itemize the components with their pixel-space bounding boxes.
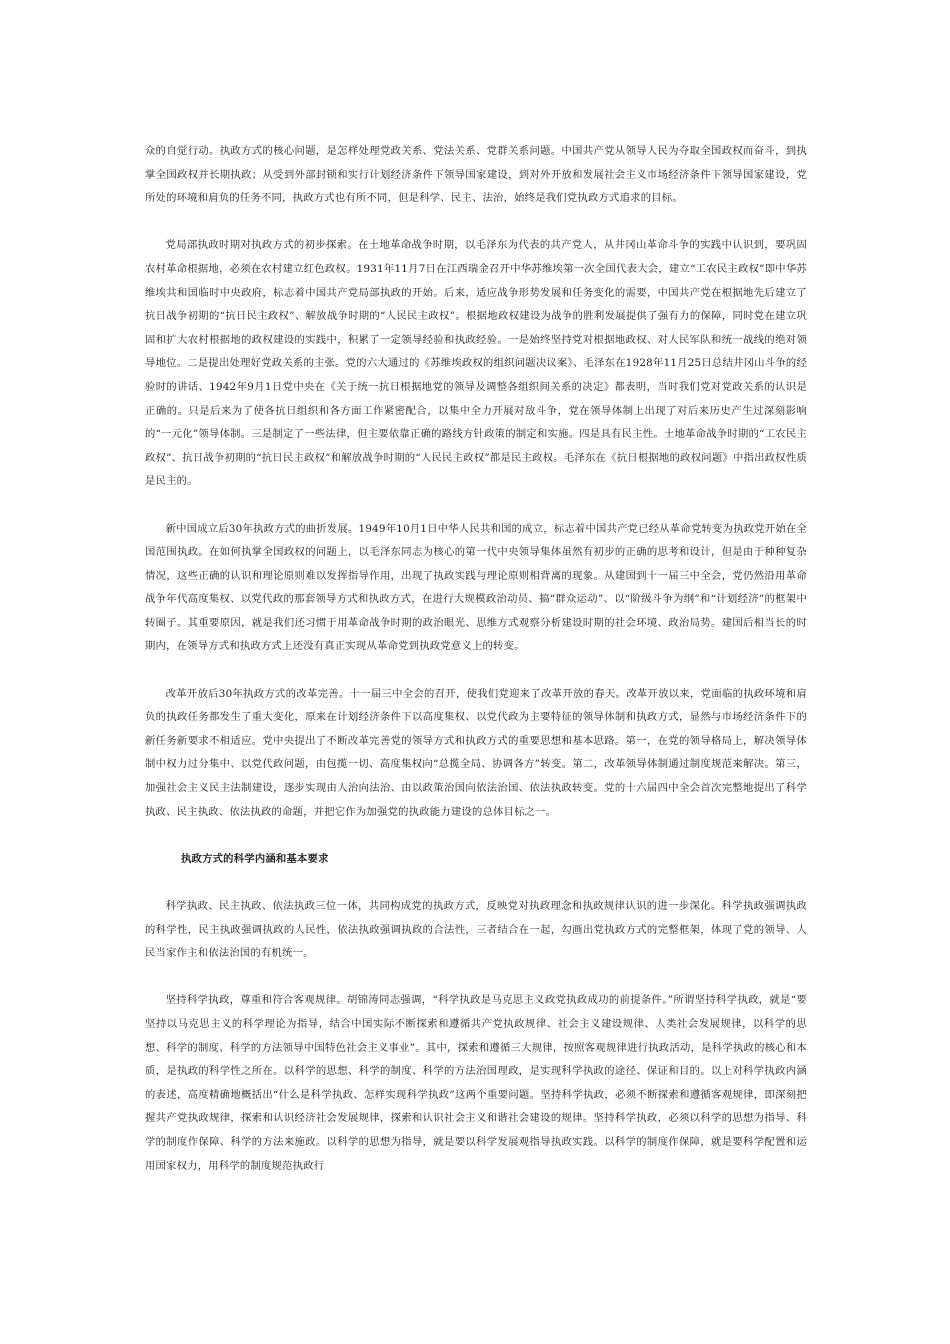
paragraph-reform-30-years: 改革开放后30年执政方式的改革完善。十一届三中全会的召开，使我们党迎来了改革开放的春天。改革开放以来，党面临的执政环境和肩负的执政任务都发生了重大变化，原来在计划经济条件下以高度集权、以党代政为主要特征的领导体制和执政方式，显然与市场经济条件下的新任务新要求不相适应。党中央提出了不断改革完善党的领导方式和执政方式的重要思想和基本思路。第一，在党的领导格局上，解决领导体制中权力过分集中、以党代政问题，由包揽一切、高度集权向“总揽全局、协调各方”转变。第二，改革领导体制通过制度规范来解决。第三，加强社会主义民主法制建设，逐步实现由人治向法治、由以政策治国向依法治国、依法执政转变。党的十六届四中全会首次完整地提出了科学执政、民主执政、依法执政的命题，并把它作为加强党的执政能力建设的总体目标之一。	[145, 687, 807, 818]
paragraph-first-30-years: 新中国成立后30年执政方式的曲折发展。1949年10月1日中华人民共和国的成立，标志着中国共产党已经从革命党转变为执政党开始在全国范围执政。在如何执掌全国政权的问题上，以毛泽东同志为核心的第一代中央领导集体虽然有初步的正确的思考和设计，但是由于种种复杂情况，这些正确的认识和理论原则难以发挥指导作用，出现了执政实践与理论原则相背离的现象。从建国到十一届三中全会，党仍然沿用革命战争年代高度集权、以党代政的那套领导方式和执政方式，在进行大规模政治动员、搞“群众运动”、以“阶级斗争为纲”和“计划经济”的框架中转圈子。其重要原因，就是我们还习惯于用革命战争时期的政治眼光、思维方式观察分析建设时期的社会环境、政治局势。建国后相当长的时期内，在领导方式和执政方式上还没有真正实现从革命党到执政党意义上的转变。	[145, 522, 807, 653]
paragraph-scientific-governance: 坚持科学执政，尊重和符合客观规律。胡锦涛同志强调，“科学执政是马克思主义政党执政成功的前提条件。”所谓坚持科学执政，就是“要坚持以马克思主义的科学理论为指导，结合中国实际不断探索和遵循共产党执政规律、社会主义建设规律、人类社会发展规律，以科学的思想、科学的制度、科学的方法领导中国特色社会主义事业”。其中，探索和遵循三大规律，按照客观规律进行执政活动，是科学执政的核心和本质，是执政的科学性之所在。以科学的思想、科学的制度、科学的方法治国理政，是实现科学执政的途径、保证和目的。以上对科学执政内涵的表述，高度精确地概括出“什么是科学执政、怎样实现科学执政”这两个重要问题。坚持科学执政，必须不断探索和遵循客观规律，即深刻把握共产党执政规律，探索和认识经济社会发展规律，探索和认识社会主义和谐社会建设的规律。坚持科学执政，必须以科学的思想为指导、科学的制度作保障、科学的方法来施政。以科学的思想为指导，就是要以科学发展观指导执政实践。以科学的制度作保障，就是要科学配置和运用国家权力，用科学的制度规范执政行	[145, 994, 807, 1172]
paragraph-local-governance: 党局部执政时期对执政方式的初步探索。在土地革命战争时期，以毛泽东为代表的共产党人，从井冈山革命斗争的实践中认识到，要巩固农村革命根据地，必须在农村建立红色政权。1931年11月7日在江西瑞金召开中华苏维埃第一次全国代表大会，建立“工农民主政权”即中华苏维埃共和国临时中央政府，标志着中国共产党局部执政的开始。后来，适应战争形势发展和任务变化的需要，中国共产党在根据地先后建立了抗日战争初期的“抗日民主政权”、解放战争时期的“人民民主政权”。根据地政权建设为战争的胜利发展提供了强有力的保障，同时党在建立巩固和扩大农村根据地的政权建设的实践中，积累了一定领导经验和执政经验。一是始终坚持党对根据地政权、对人民军队和统一战线的绝对领导地位。二是提出处理好党政关系的主张。党的六大通过的《苏维埃政权的组织问题决议案》、毛泽东在1928年11月25日总结井冈山斗争的经验时的讲话、1942年9月1日党中央在《关于统一抗日根据地党的领导及调整各组织间关系的决定》都表明，当时我们党对党政关系的认识是正确的。只是后来为了使各抗日组织和各方面工作紧密配合，以集中全力开展对敌斗争，党在领导体制上出现了对后来历史产生过深刻影响的“一元化”领导体制。三是制定了一些法律，但主要依靠正确的路线方针政策的制定和实施。四是具有民主性。土地革命战争时期的“工农民主政权”、抗日战争初期的“抗日民主政权”和解放战争时期的“人民民主政权”都是民主政权。毛泽东在《抗日根据地的政权问题》中指出政权性质是民主的。	[145, 239, 807, 488]
document-body	[145, 140, 807, 1202]
paragraph-intro-continued: 众的自觉行动。执政方式的核心问题，是怎样处理党政关系、党法关系、党群关系问题。中国共产党从领导人民为夺取全国政权而奋斗，到执掌全国政权并长期执政；从受到外部封锁和实行计划经济条件下领导国家建设，到对外开放和发展社会主义市场经济条件下领导国家建设，党所处的环境和肩负的任务不同，执政方式也有所不同，但是科学、民主、法治，始终是我们党执政方式追求的目标。	[145, 145, 807, 205]
paragraph-three-in-one: 科学执政、民主执政、依法执政三位一体，共同构成党的执政方式，反映党对执政理念和执政规律认识的进一步深化。科学执政强调执政的科学性，民主执政强调执政的人民性，依法执政强调执政的合法性，三者结合在一起，勾画出党执政方式的完整框架，体现了党的领导、人民当家作主和依法治国的有机统一。	[145, 900, 807, 960]
section-heading: 执政方式的科学内涵和基本要求	[181, 852, 329, 865]
